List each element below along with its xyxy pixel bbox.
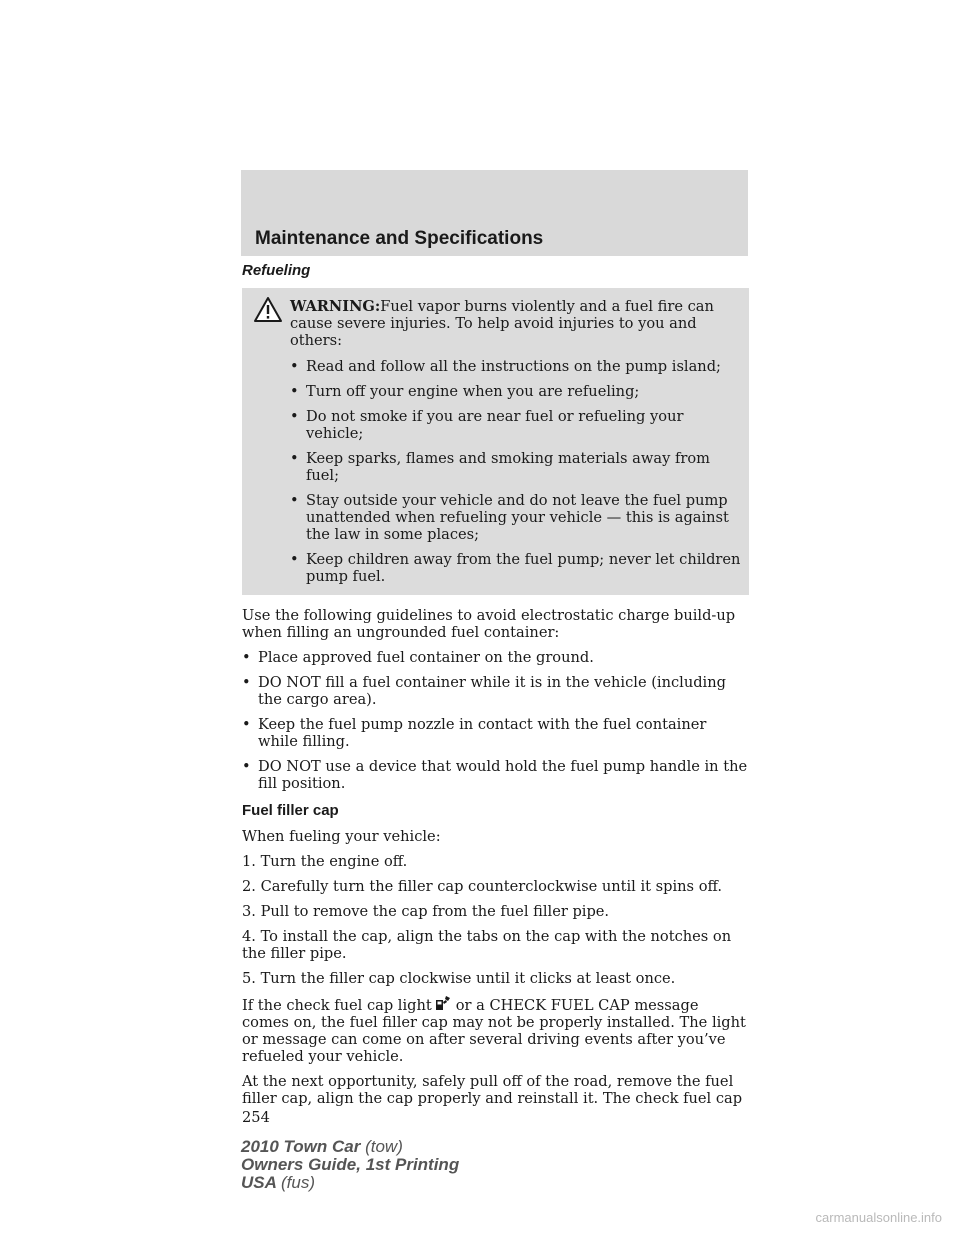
page-content (242, 262, 749, 1126)
warning-item: • Keep children away from the fuel pump; never let children pump fuel. (290, 551, 743, 585)
warning-item: • Keep sparks, flames and smoking materials away from fuel; (290, 450, 743, 484)
footer-market: USA (241, 1173, 277, 1192)
check-fuel-cap-paragraph (242, 995, 749, 1065)
section-title: Maintenance and Specifications (255, 228, 544, 249)
fuel-cap-step: 5. Turn the filler cap clockwise until it clicks at least once. (242, 970, 676, 987)
footer-model-code: (tow) (365, 1137, 403, 1156)
page-number: 254 (242, 1109, 270, 1126)
section-header-band (241, 170, 748, 256)
electrostatic-item: • DO NOT use a device that would hold the fuel pump handle in the fill position. (242, 758, 749, 792)
electrostatic-item: • DO NOT fill a fuel container while it is in the vehicle (including the cargo area). (242, 674, 749, 708)
fuel-cap-step: 2. Carefully turn the filler cap counterclockwise until it spins off. (242, 878, 722, 895)
print-footer (241, 1138, 459, 1192)
next-opportunity-paragraph: At the next opportunity, safely pull off of the road, remove the fuel filler cap, align the cap properly and reinstall it. The check fuel cap (242, 1073, 743, 1107)
warning-label: WARNING: (290, 298, 381, 315)
check-before-text: If the check fuel cap light (242, 997, 432, 1014)
electrostatic-list (242, 649, 749, 792)
footer-line-model (241, 1138, 459, 1156)
electrostatic-item: • Place approved fuel container on the ground. (242, 649, 749, 666)
fuel-cap-heading: Fuel filler cap (242, 802, 339, 819)
fuel-cap-step: 1. Turn the engine off. (242, 853, 408, 870)
warning-item: • Stay outside your vehicle and do not leave the fuel pump unattended when refueling your vehicle — this is against the law in some places; (290, 492, 743, 543)
warning-box (242, 288, 749, 595)
fuel-cap-intro: When fueling your vehicle: (242, 828, 441, 845)
watermark: carmanualsonline.info (815, 1210, 942, 1225)
footer-model: 2010 Town Car (241, 1137, 361, 1156)
electrostatic-item: • Keep the fuel pump nozzle in contact with the fuel container while filling. (242, 716, 749, 750)
footer-line-market (241, 1174, 459, 1192)
warning-triangle-icon (253, 296, 283, 323)
electrostatic-intro: Use the following guidelines to avoid electrostatic charge build-up when filling an ungrounded fuel container: (242, 607, 736, 641)
footer-market-code: (fus) (281, 1173, 315, 1192)
warning-text: Fuel vapor burns violently and a fuel fire can cause severe injuries. To help avoid injuries to you and others: (290, 298, 714, 349)
fuel-cap-step: 3. Pull to remove the cap from the fuel filler pipe. (242, 903, 610, 920)
refueling-heading: Refueling (242, 262, 311, 279)
check-after-text: or a CHECK FUEL CAP message comes on, the fuel filler cap may not be properly installed. The light or message can come on after several driving events after you’ve refueled your vehicle. (242, 997, 746, 1065)
warning-lead (290, 298, 743, 349)
check-fuel-cap-icon (434, 995, 452, 1011)
warning-item: • Read and follow all the instructions on the pump island; (290, 358, 743, 375)
warning-list (290, 358, 743, 585)
warning-item: • Do not smoke if you are near fuel or refueling your vehicle; (290, 408, 743, 442)
warning-item: • Turn off your engine when you are refueling; (290, 383, 743, 400)
fuel-cap-step: 4. To install the cap, align the tabs on the cap with the notches on the filler pipe. (242, 928, 732, 962)
footer-guide: Owners Guide, 1st Printing (241, 1155, 460, 1174)
